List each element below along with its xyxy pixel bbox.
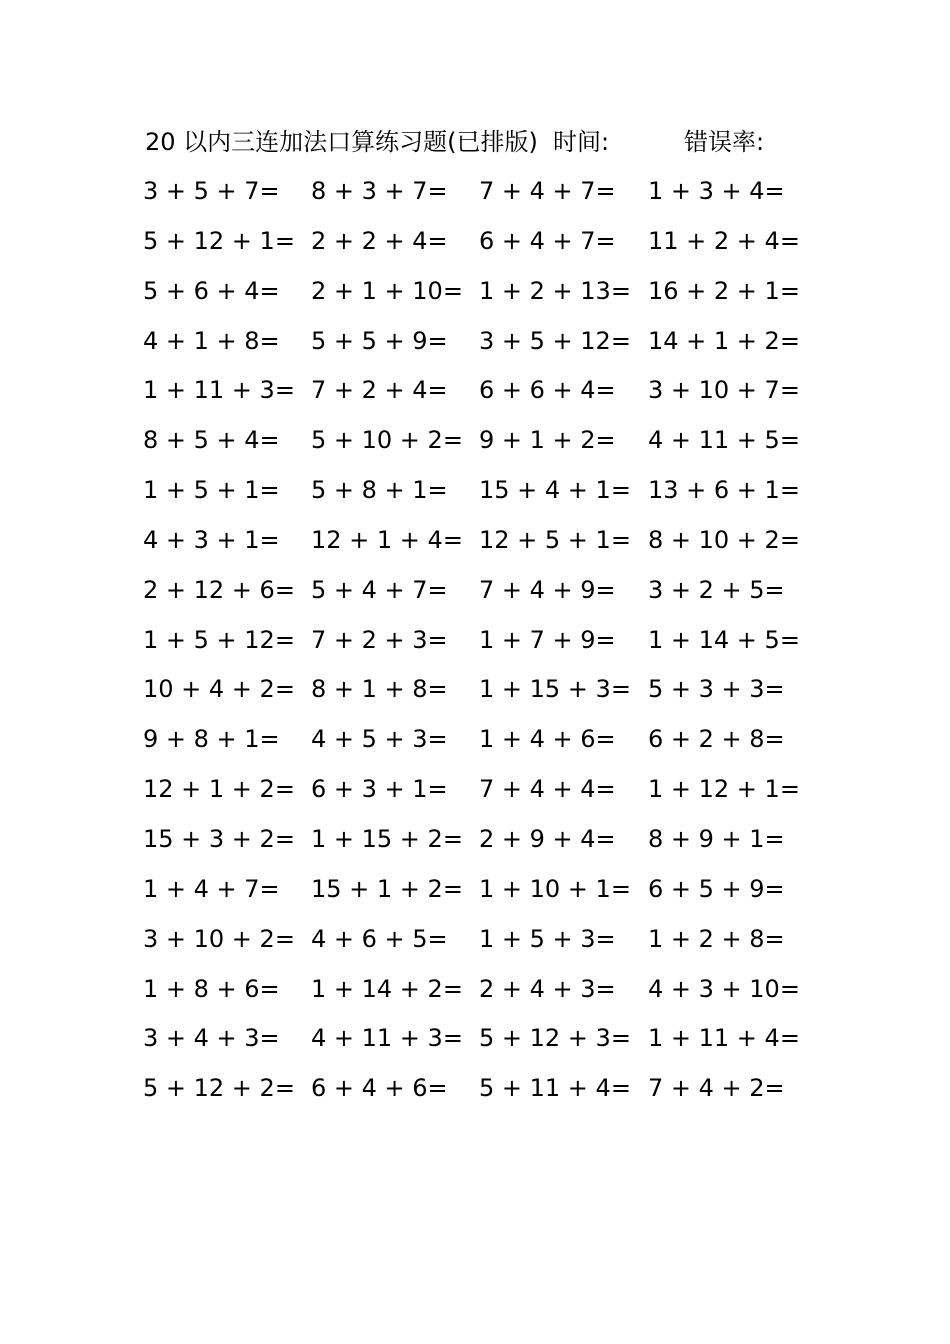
problem-item: 3 + 10 + 7= <box>648 376 800 405</box>
problem-item: 6 + 2 + 8= <box>648 725 785 754</box>
problem-item: 1 + 5 + 1= <box>143 476 280 505</box>
problem-row <box>0 166 950 216</box>
problem-item: 8 + 10 + 2= <box>648 525 800 554</box>
problem-item: 3 + 2 + 5= <box>648 575 785 604</box>
error-rate-label: 错误率: <box>684 128 765 156</box>
problem-item: 6 + 4 + 6= <box>311 1074 448 1103</box>
problem-row <box>0 216 950 266</box>
problem-item: 4 + 3 + 10= <box>648 974 800 1003</box>
problem-item: 8 + 5 + 4= <box>143 426 280 455</box>
problem-item: 1 + 11 + 3= <box>143 376 295 405</box>
problem-item: 10 + 4 + 2= <box>143 675 295 704</box>
problem-item: 2 + 1 + 10= <box>311 276 463 305</box>
problem-row <box>0 615 950 665</box>
problem-row <box>0 814 950 864</box>
problem-row <box>0 914 950 964</box>
problem-item: 5 + 5 + 9= <box>311 326 448 355</box>
problem-item: 1 + 8 + 6= <box>143 974 280 1003</box>
problem-row <box>0 316 950 366</box>
problem-row <box>0 266 950 316</box>
problem-row <box>0 964 950 1014</box>
problem-row <box>0 1063 950 1113</box>
problem-row <box>0 515 950 565</box>
problem-item: 15 + 1 + 2= <box>311 874 463 903</box>
problem-item: 6 + 4 + 7= <box>479 226 616 255</box>
problem-item: 4 + 11 + 5= <box>648 426 800 455</box>
problem-item: 8 + 1 + 8= <box>311 675 448 704</box>
problem-item: 6 + 6 + 4= <box>479 376 616 405</box>
problem-item: 1 + 14 + 5= <box>648 625 800 654</box>
problem-item: 8 + 3 + 7= <box>311 177 448 205</box>
problem-item: 12 + 1 + 2= <box>143 775 295 804</box>
time-label: 时间: <box>553 128 610 156</box>
problem-item: 5 + 11 + 4= <box>479 1074 631 1103</box>
problem-item: 1 + 2 + 8= <box>648 924 785 953</box>
problem-row <box>0 465 950 515</box>
problem-item: 1 + 4 + 6= <box>479 725 616 754</box>
problem-item: 5 + 8 + 1= <box>311 476 448 505</box>
problem-item: 15 + 3 + 2= <box>143 824 295 853</box>
problem-item: 14 + 1 + 2= <box>648 326 800 355</box>
problem-item: 3 + 4 + 3= <box>143 1024 280 1053</box>
problem-row <box>0 864 950 914</box>
problem-item: 16 + 2 + 1= <box>648 276 800 305</box>
problem-item: 4 + 11 + 3= <box>311 1024 463 1053</box>
problem-item: 1 + 2 + 13= <box>479 276 631 305</box>
problem-grid <box>0 166 950 1113</box>
problem-item: 3 + 5 + 7= <box>143 177 280 205</box>
problem-item: 11 + 2 + 4= <box>648 226 800 255</box>
problem-item: 1 + 7 + 9= <box>479 625 616 654</box>
problem-item: 5 + 10 + 2= <box>311 426 463 455</box>
problem-item: 2 + 4 + 3= <box>479 974 616 1003</box>
problem-item: 1 + 3 + 4= <box>648 177 785 205</box>
problem-item: 12 + 1 + 4= <box>311 525 463 554</box>
problem-row <box>0 664 950 714</box>
problem-item: 7 + 4 + 9= <box>479 575 616 604</box>
problem-item: 1 + 11 + 4= <box>648 1024 800 1053</box>
problem-item: 3 + 5 + 12= <box>479 326 631 355</box>
problem-item: 1 + 14 + 2= <box>311 974 463 1003</box>
problem-row <box>0 565 950 615</box>
problem-item: 1 + 5 + 3= <box>479 924 616 953</box>
problem-item: 2 + 2 + 4= <box>311 226 448 255</box>
problem-item: 9 + 1 + 2= <box>479 426 616 455</box>
problem-item: 3 + 10 + 2= <box>143 924 295 953</box>
problem-item: 1 + 15 + 3= <box>479 675 631 704</box>
problem-row <box>0 365 950 415</box>
problem-item: 1 + 15 + 2= <box>311 824 463 853</box>
problem-item: 7 + 4 + 7= <box>479 177 616 205</box>
problem-item: 4 + 5 + 3= <box>311 725 448 754</box>
problem-item: 1 + 10 + 1= <box>479 874 631 903</box>
problem-item: 6 + 3 + 1= <box>311 775 448 804</box>
problem-item: 13 + 6 + 1= <box>648 476 800 505</box>
problem-item: 5 + 3 + 3= <box>648 675 785 704</box>
problem-item: 12 + 5 + 1= <box>479 525 631 554</box>
problem-item: 9 + 8 + 1= <box>143 725 280 754</box>
problem-item: 2 + 9 + 4= <box>479 824 616 853</box>
worksheet-header <box>0 124 950 160</box>
problem-item: 5 + 12 + 2= <box>143 1074 295 1103</box>
problem-row <box>0 415 950 465</box>
problem-row <box>0 1013 950 1063</box>
problem-item: 2 + 12 + 6= <box>143 575 295 604</box>
problem-item: 6 + 5 + 9= <box>648 874 785 903</box>
problem-item: 4 + 3 + 1= <box>143 525 280 554</box>
problem-item: 1 + 12 + 1= <box>648 775 800 804</box>
problem-row <box>0 764 950 814</box>
problem-item: 1 + 4 + 7= <box>143 874 280 903</box>
problem-item: 7 + 2 + 3= <box>311 625 448 654</box>
problem-item: 5 + 12 + 1= <box>143 226 295 255</box>
problem-item: 7 + 4 + 4= <box>479 775 616 804</box>
problem-item: 5 + 6 + 4= <box>143 276 280 305</box>
problem-item: 4 + 1 + 8= <box>143 326 280 355</box>
problem-item: 7 + 4 + 2= <box>648 1074 785 1103</box>
problem-item: 5 + 4 + 7= <box>311 575 448 604</box>
worksheet-title: 20 以内三连加法口算练习题(已排版) <box>145 128 538 156</box>
problem-row <box>0 714 950 764</box>
problem-item: 1 + 5 + 12= <box>143 625 295 654</box>
problem-item: 5 + 12 + 3= <box>479 1024 631 1053</box>
problem-item: 7 + 2 + 4= <box>311 376 448 405</box>
problem-item: 4 + 6 + 5= <box>311 924 448 953</box>
problem-item: 15 + 4 + 1= <box>479 476 631 505</box>
problem-item: 8 + 9 + 1= <box>648 824 785 853</box>
